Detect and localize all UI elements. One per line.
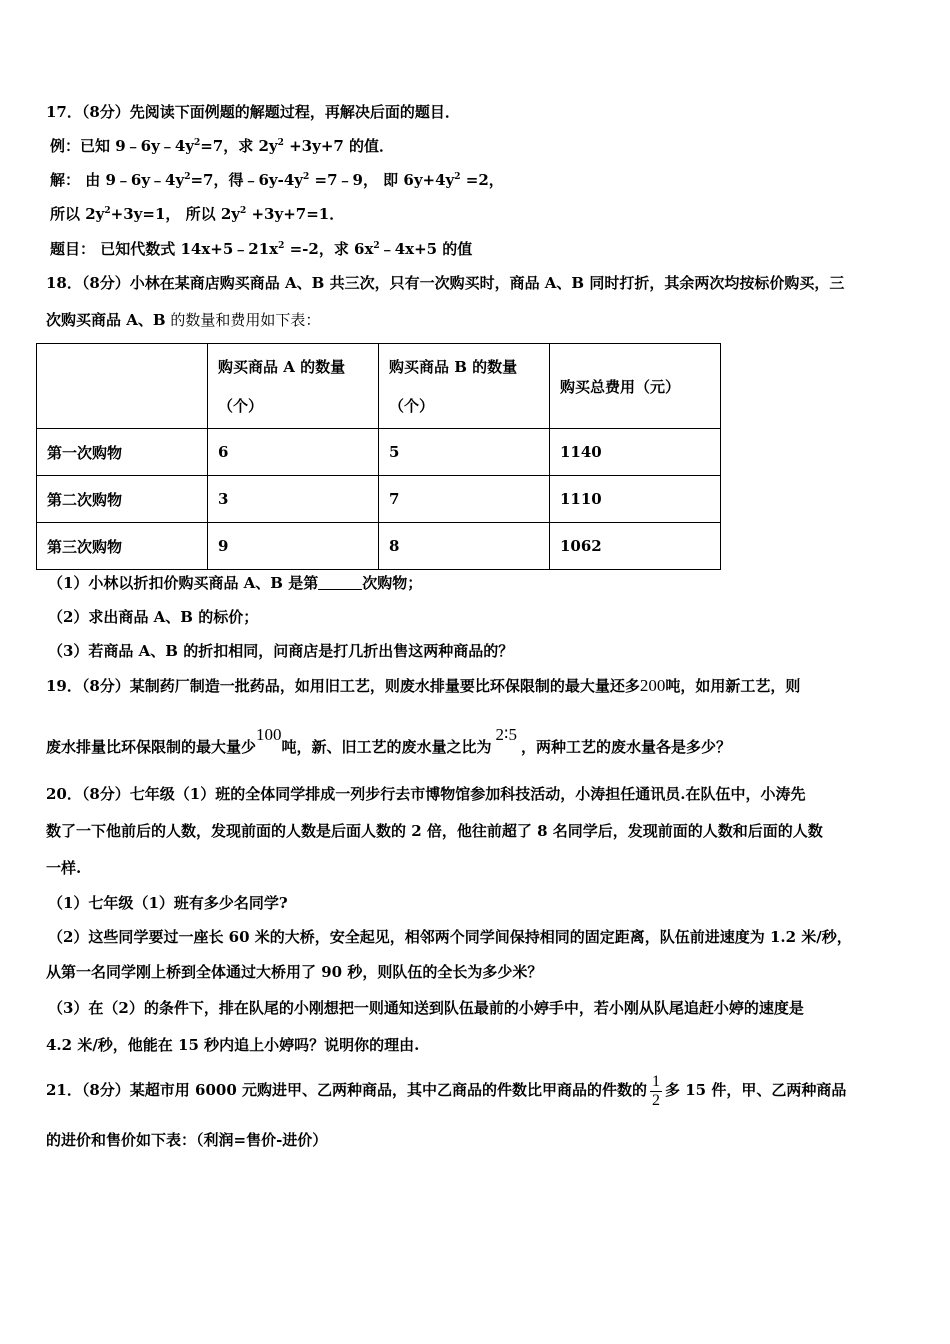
q17-title: 17．（8分）先阅读下面例题的解题过程，再解决后面的题目． bbox=[46, 103, 460, 121]
table-row bbox=[37, 523, 721, 570]
table-cell: 9 bbox=[208, 523, 379, 570]
q17-therefore: 所以 $2y^2+3y=1$， 所以 $2y^2 +3y+7=1$． bbox=[50, 205, 345, 223]
answer-blank bbox=[318, 575, 362, 590]
table-header-row bbox=[37, 344, 721, 429]
table-cell: 7 bbox=[379, 476, 550, 523]
table-row bbox=[37, 429, 721, 476]
q20-line1: 20．（8分）七年级（1）班的全体同学排成一列步行去市博物馆参加科技活动，小涛担任通讯员.在队伍中，小涛先 bbox=[46, 785, 806, 803]
q20-line2: 数了一下他前后的人数，发现前面的人数是后面人数的 2 倍，他往前超了 8 名同学后，发现前面的人数和后面的人数 bbox=[46, 822, 823, 840]
table-header-a: 购买商品 A 的数量 （个） bbox=[208, 344, 379, 429]
q19-line2: 废水排量比环保限制的最大量少100吨，新、旧工艺的废水量之比为2∶5，两种工艺的废水量各是多少？ bbox=[46, 725, 731, 756]
table-cell: 8 bbox=[379, 523, 550, 570]
q17-task: 题目： 已知代数式 $14x+5﹣21x^2 =-2$，求 $6x^2﹣4x+5$ 的值 bbox=[50, 240, 473, 258]
q18-part3: （3）若商品 A、B 的折扣相同，问商店是打几折出售这两种商品的？ bbox=[48, 642, 514, 660]
table-cell: 1140 bbox=[550, 429, 721, 476]
q20-part3-line2: 4.2 米/秒，他能在 15 秒内追上小婷吗？说明你的理由. bbox=[46, 1036, 420, 1054]
q18-part2: （2）求出商品 A、B 的标价； bbox=[48, 608, 259, 626]
table-cell: 第一次购物 bbox=[37, 429, 208, 476]
q17-solution: 解： 由 $9﹣6y﹣4y^2=7$，得$﹣6y-4y^2$ =7﹣9， 即 $6y+4y^2 =2$， bbox=[50, 171, 504, 189]
table-cell: 3 bbox=[208, 476, 379, 523]
fraction-one-half: $\frac{1}{2}$ bbox=[652, 1072, 661, 1109]
q17-example: 例：已知 $9﹣6y﹣4y^2=7$，求 $2y^2 +3y+7$ 的值． bbox=[50, 137, 395, 155]
table-cell: 5 bbox=[379, 429, 550, 476]
q18-line1: 18．（8分）小林在某商店购买商品 A、B 共三次，只有一次购买时，商品 A、B 同时打折，其余两次均按标价购买，三 bbox=[46, 274, 845, 292]
q20-part2-line1: （2）这些同学要过一座长 60 米的大桥，安全起见，相邻两个同学间保持相同的固定距离，队伍前进速度为 1.2 米/秒， bbox=[48, 928, 852, 946]
q20-part2-line2: 从第一名同学刚上桥到全体通过大桥用了 90 秒，则队伍的全长为多少米？ bbox=[46, 963, 543, 981]
q20-part1: （1）七年级（1）班有多少名同学? bbox=[48, 894, 288, 912]
table-header-empty bbox=[37, 344, 208, 429]
q18-table bbox=[36, 343, 721, 570]
table-cell: 1110 bbox=[550, 476, 721, 523]
q20-part3-line1: （3）在（2）的条件下，排在队尾的小刚想把一则通知送到队伍最前的小婷手中，若小刚从队尾追赶小婷的速度是 bbox=[48, 999, 804, 1017]
table-cell: 1062 bbox=[550, 523, 721, 570]
q20-line3: 一样. bbox=[46, 859, 82, 877]
table-row bbox=[37, 476, 721, 523]
table-cell: 第三次购物 bbox=[37, 523, 208, 570]
table-cell: 第二次购物 bbox=[37, 476, 208, 523]
q18-line2: 次购买商品 A、B 的数量和费用如下表： bbox=[46, 311, 321, 329]
q18-part1: （1）小林以折扣价购买商品 A、B 是第 次购物； bbox=[48, 574, 423, 592]
q19-line1: 19．（8分）某制药厂制造一批药品，如用旧工艺，则废水排量要比环保限制的最大量还多200吨，如用新工艺，则 bbox=[46, 676, 801, 695]
table-cell: 6 bbox=[208, 429, 379, 476]
table-header-b: 购买商品 B 的数量 （个） bbox=[379, 344, 550, 429]
q21-line2: 的进价和售价如下表：（利润=售价-进价） bbox=[46, 1131, 328, 1149]
table-header-total: 购买总费用（元） bbox=[550, 344, 721, 429]
q21-line1: 21．（8分）某超市用 6000 元购进甲、乙两种商品，其中乙商品的件数比甲商品的件数的 $\frac{1}{2}$ 多 15 件，甲、乙两种商品 bbox=[46, 1072, 847, 1109]
